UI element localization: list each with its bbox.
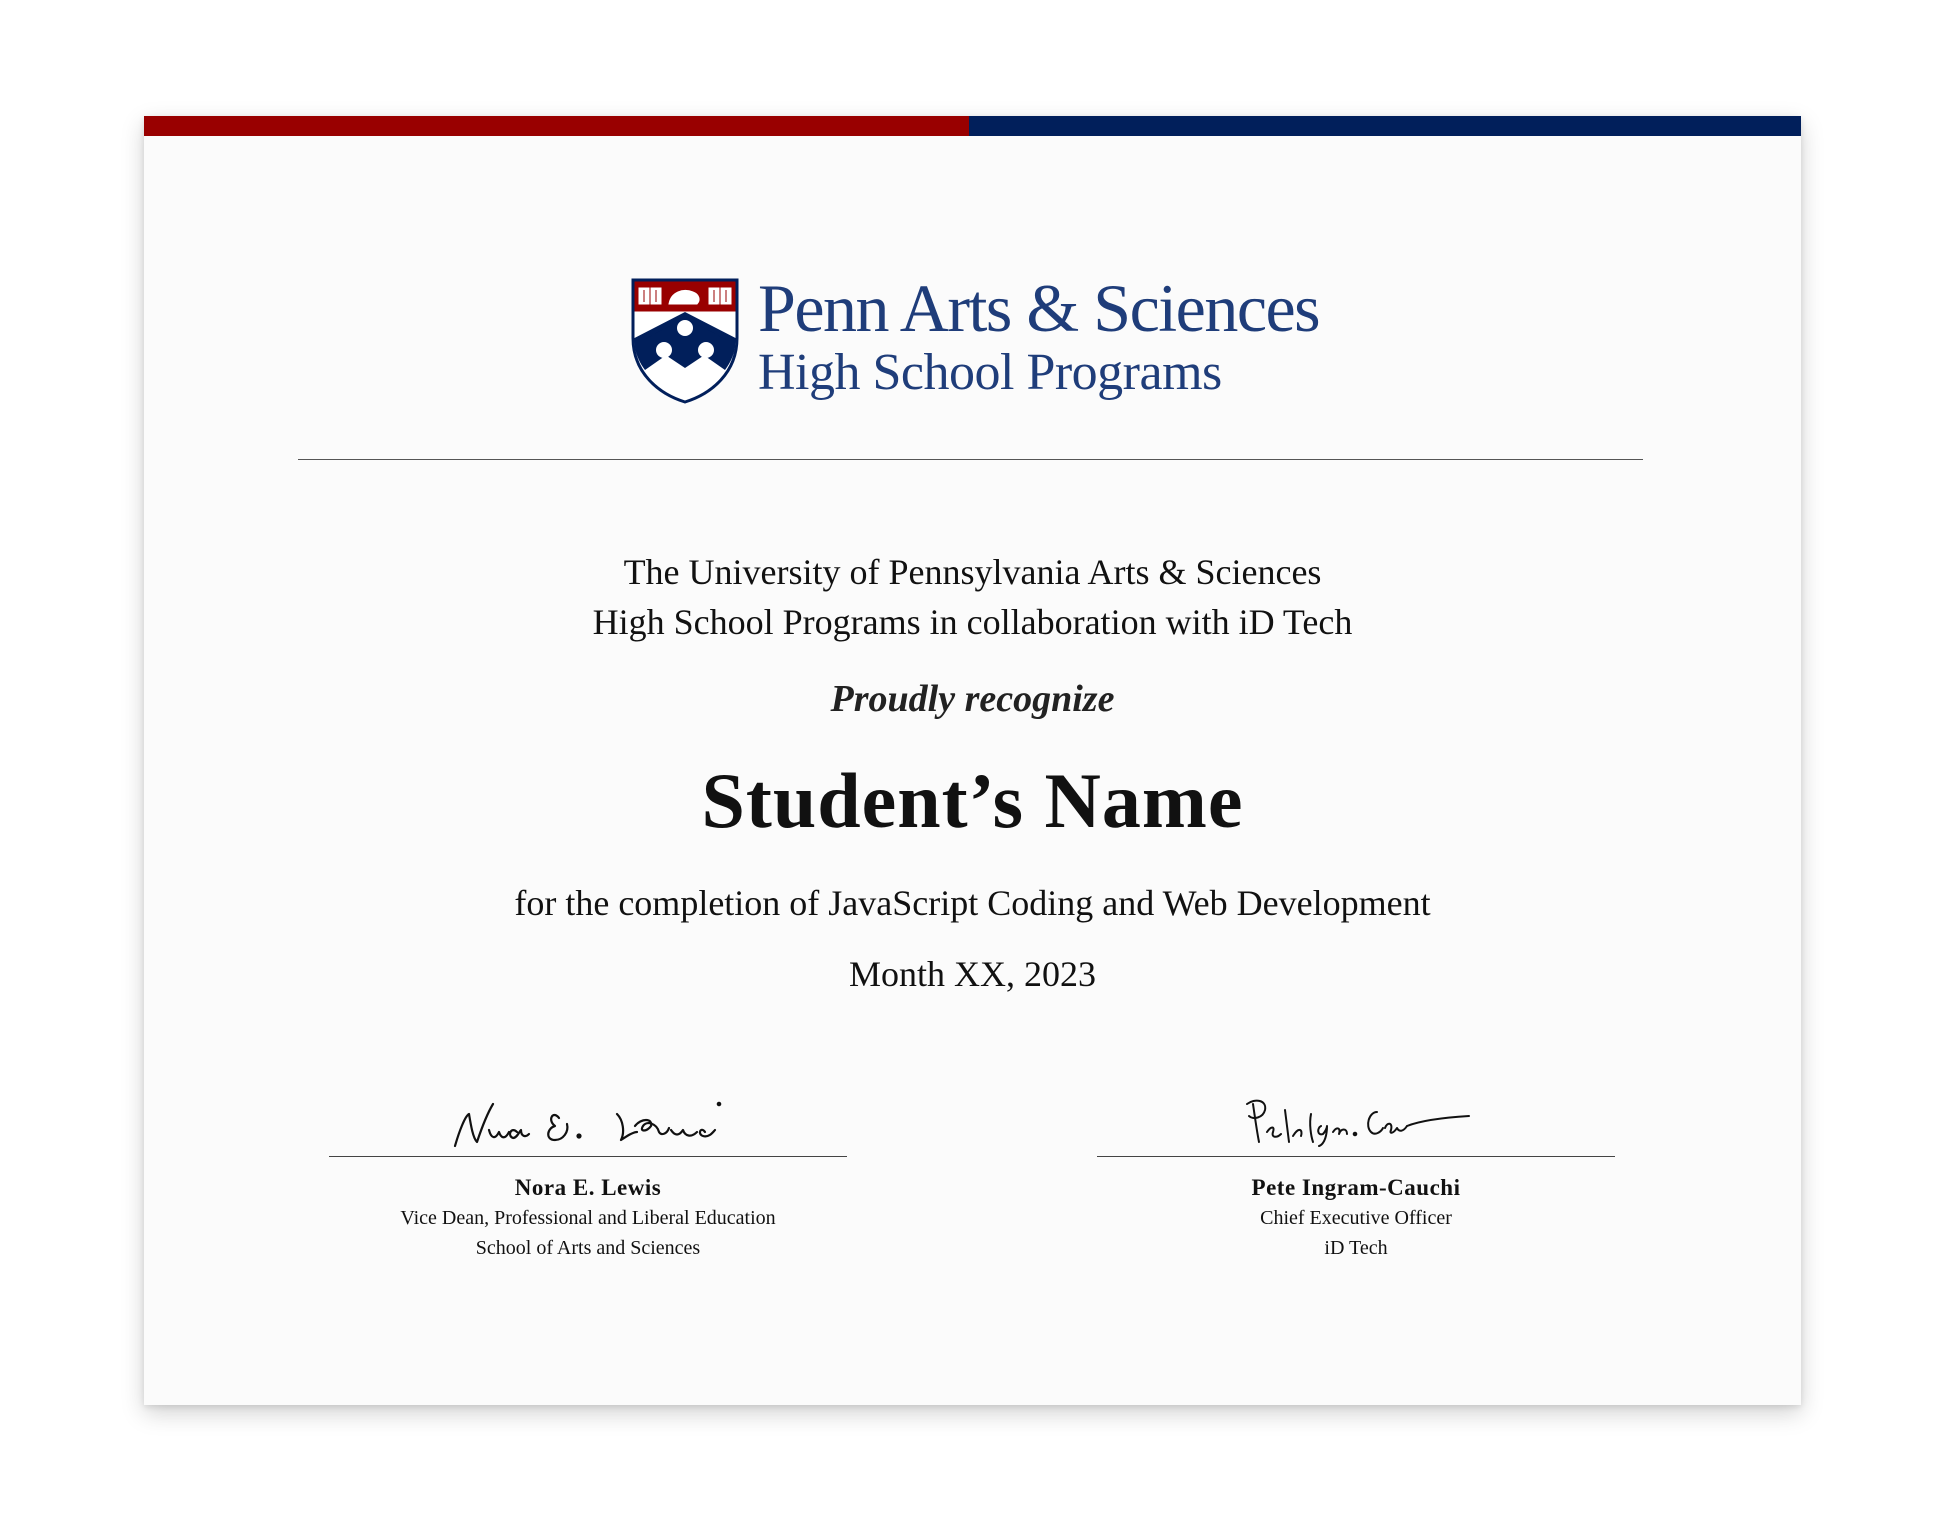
signatory-name-right: Pete Ingram-Cauchi (1251, 1175, 1461, 1200)
signatory-title-left-1: Vice Dean, Professional and Liberal Education (400, 1207, 776, 1229)
logo-subtitle: High School Programs (758, 344, 1222, 401)
header-divider (298, 459, 1643, 460)
completion-text: for the completion of JavaScript Coding and Web Development (514, 883, 1431, 923)
signatory-name-left: Nora E. Lewis (514, 1175, 662, 1200)
signature-block-left (329, 1086, 847, 1263)
signatory-title-right-2: iD Tech (1324, 1237, 1388, 1259)
signature-pete-ingram-cauchi (1097, 1086, 1615, 1156)
logo-wordmark (758, 272, 1319, 402)
certificate (144, 116, 1801, 1405)
penn-logo (631, 270, 1331, 408)
signature-nora-lewis (329, 1086, 847, 1156)
signatory-title-left-2: School of Arts and Sciences (475, 1237, 701, 1259)
certificate-date: Month XX, 2023 (848, 954, 1096, 994)
student-name: Student’s Name (701, 757, 1244, 844)
intro-line-2: High School Programs in collaboration with iD Tech (592, 602, 1353, 642)
signature-line-right (1097, 1156, 1615, 1157)
logo-title: Penn Arts & Sciences (758, 270, 1320, 346)
red-bar (144, 116, 969, 136)
blue-bar (969, 116, 1801, 136)
intro-text (144, 547, 1801, 647)
signature-block-right (1097, 1086, 1615, 1263)
top-color-bar (144, 116, 1801, 136)
signature-line-left (329, 1156, 847, 1157)
intro-line-1: The University of Pennsylvania Arts & Sciences (623, 552, 1322, 592)
penn-shield-icon (631, 278, 739, 404)
recognize-text: Proudly recognize (830, 678, 1115, 720)
signatory-title-right-1: Chief Executive Officer (1260, 1207, 1452, 1229)
